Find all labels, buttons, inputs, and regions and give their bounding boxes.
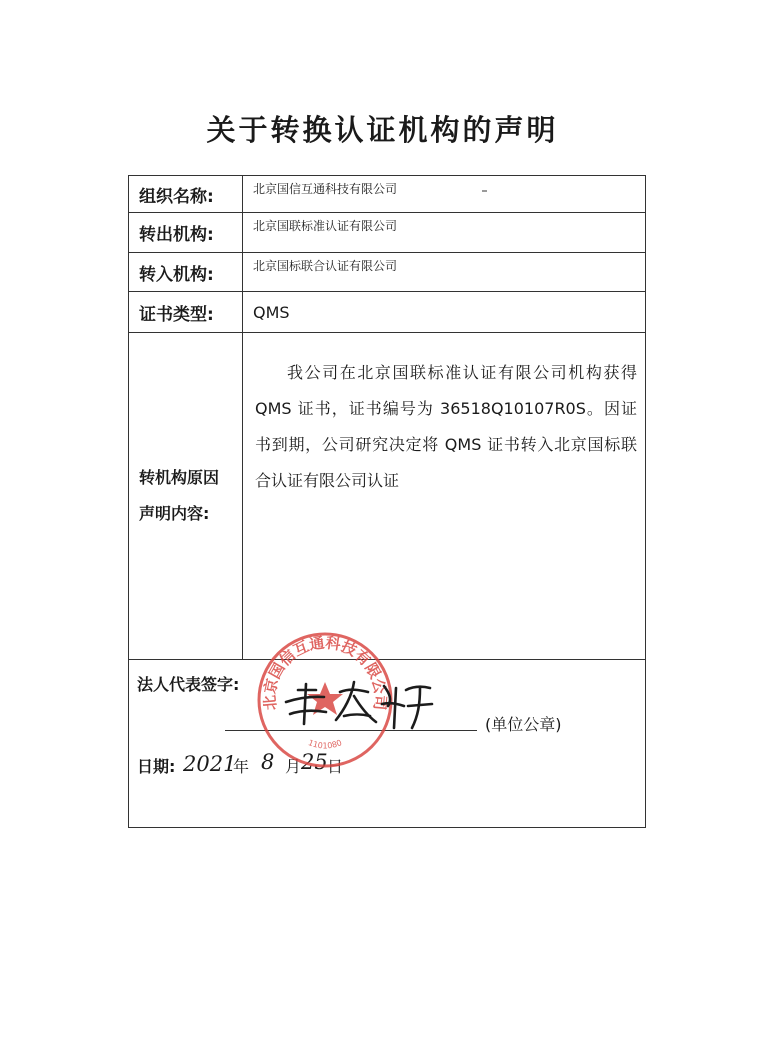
date-label: 日期: [137,757,176,776]
handwritten-signature [280,676,440,736]
date-month: 8 [261,750,275,774]
scan-speck [482,190,487,192]
seal-arc-text: 北京国信互通科技有限公司 [260,633,390,711]
transfer-from-label: 转出机构: [129,213,243,253]
date-year: 2021 [183,752,237,776]
date-day: 25 [301,750,328,774]
org-name-value: 北京国信互通科技有限公司 [243,176,646,213]
date-day-unit: 日 [327,757,344,776]
seal-note: (单位公章) [485,715,562,734]
cert-type-label: 证书类型: [129,292,243,333]
org-name-label: 组织名称: [129,176,243,213]
seal-code: 1101080 [306,738,344,751]
transfer-to-label: 转入机构: [129,253,243,292]
reason-text: 我公司在北京国联标准认证有限公司机构获得QMS 证书，证书编号为 36518Q10107R0S。因证书到期，公司研究决定将 QMS 证书转入北京国标联合认证有限公司认证 [243,333,646,660]
transfer-to-value: 北京国标联合认证有限公司 [243,253,646,292]
date-year-unit: 年 [233,757,250,776]
legal-rep-signature-label: 法人代表签字: [137,675,240,694]
cert-type-value: QMS [243,292,646,333]
reason-label-line1: 转机构原因 [139,468,220,487]
transfer-from-value: 北京国联标准认证有限公司 [243,213,646,253]
date-month-unit: 月 [285,757,302,776]
reason-label [129,333,243,660]
reason-label-line2: 声明内容: [139,504,210,523]
page-title: 关于转换认证机构的声明 [206,113,559,147]
